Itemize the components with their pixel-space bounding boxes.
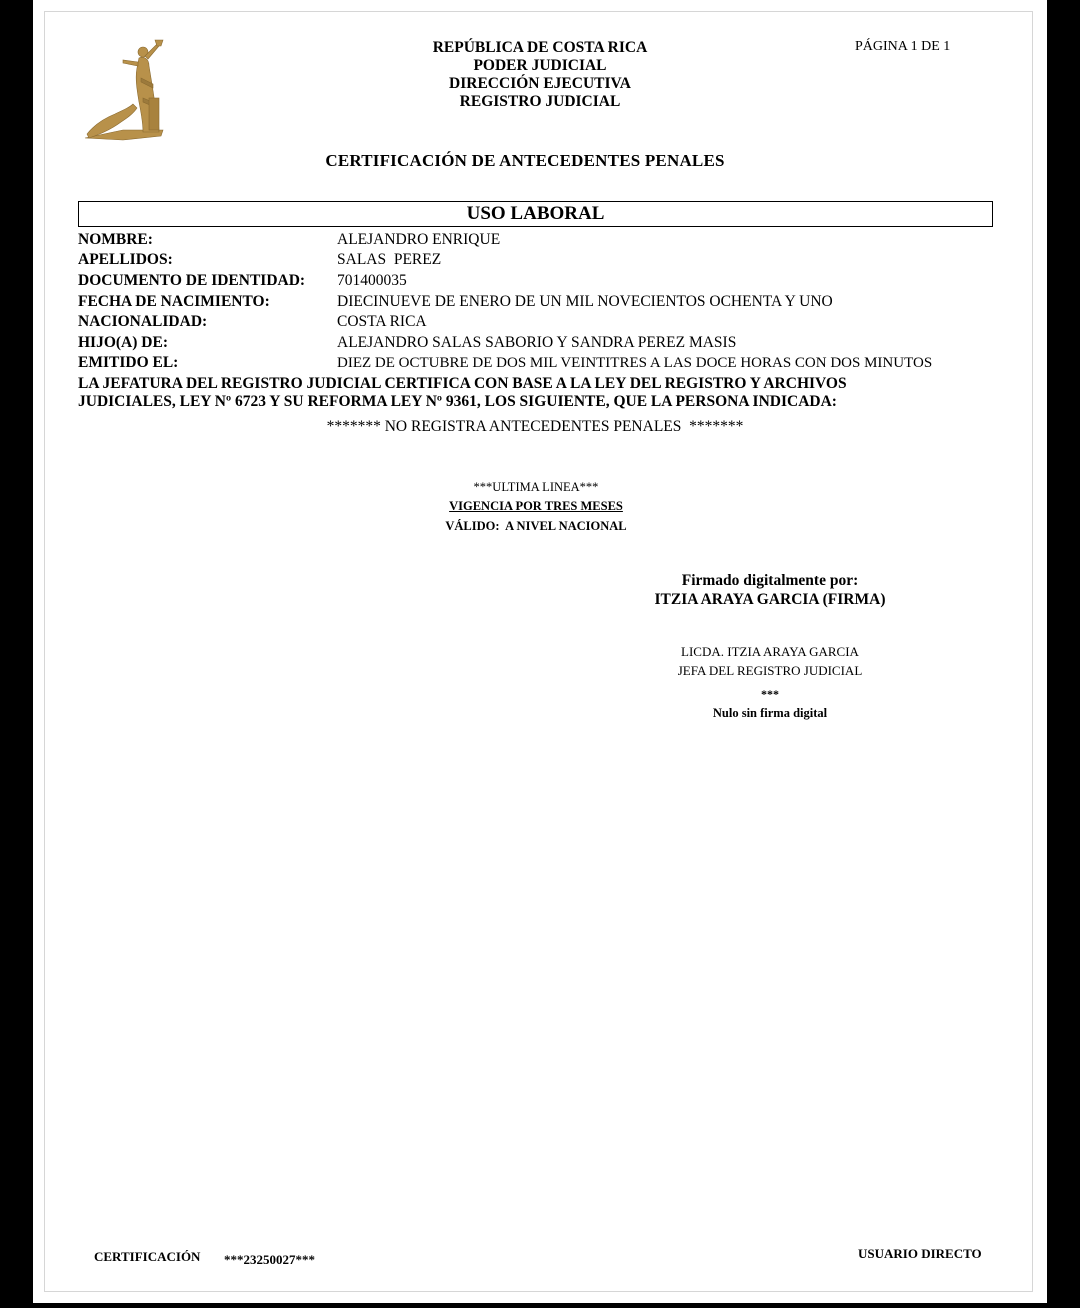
field-label: FECHA DE NACIMIENTO: [78,293,270,310]
field-label: EMITIDO EL: [78,354,179,371]
footer-user-type: USUARIO DIRECTO [858,1246,982,1261]
field-value: DIEZ DE OCTUBRE DE DOS MIL VEINTITRES A LAS DOCE HORAS CON DOS MINUTOS [337,355,933,371]
legal-text-line-2: JUDICIALES, LEY Nº 6723 Y SU REFORMA LEY Nº 9361, LOS SIGUIENTE, QUE LA PERSONA INDICADA: [78,393,837,410]
header-judicial-power: PODER JUDICIAL [473,57,607,74]
field-row-issued-on [78,353,1008,373]
signer-name: LICDA. ITZIA ARAYA GARCIA [681,644,859,659]
field-label: NOMBRE: [78,231,153,248]
field-value: ALEJANDRO ENRIQUE [337,231,501,248]
validity-scope: VÁLIDO: A NIVEL NACIONAL [445,519,627,533]
field-row-nationality [78,312,1008,332]
legal-text-line-1: LA JEFATURA DEL REGISTRO JUDICIAL CERTIFICA CON BASE A LA LEY DEL REGISTRO Y ARCHIVOS [78,375,847,392]
header-republic: REPÚBLICA DE COSTA RICA [432,39,648,56]
no-record-result: ******* NO REGISTRA ANTECEDENTES PENALES ******* [326,418,744,435]
field-row-name [78,230,1008,250]
certificate-title: CERTIFICACIÓN DE ANTECEDENTES PENALES [325,151,725,170]
field-row-surnames [78,250,1008,270]
field-row-birth-date [78,292,1008,312]
field-label: DOCUMENTO DE IDENTIDAD: [78,272,306,289]
field-value: DIECINUEVE DE ENERO DE UN MIL NOVECIENTOS OCHENTA Y UNO [337,293,833,310]
field-value: 701400035 [337,272,407,289]
field-label: NACIONALIDAD: [78,313,208,330]
field-value: SALAS PEREZ [337,251,442,268]
field-label: HIJO(A) DE: [78,334,168,351]
null-without-signature-note: Nulo sin firma digital [712,706,828,720]
footer-cert-number: ***23250027*** [224,1252,315,1267]
last-line-marker: ***ULTIMA LINEA*** [473,480,599,494]
validity-period: VIGENCIA POR TRES MESES [449,499,623,513]
header-judicial-registry: REGISTRO JUDICIAL [459,93,621,110]
page-number: PÁGINA 1 DE 1 [855,39,951,54]
signed-by-label: Firmado digitalmente por: [681,572,859,589]
field-label: APELLIDOS: [78,251,173,268]
signer-position: JEFA DEL REGISTRO JUDICIAL [677,663,863,678]
signature-stars: *** [761,687,779,701]
header-executive-direction: DIRECCIÓN EJECUTIVA [449,75,631,92]
field-row-id-document [78,271,1008,291]
certificate-page [33,0,1047,1303]
footer-cert-label: CERTIFICACIÓN [94,1249,201,1264]
field-value: COSTA RICA [337,313,427,330]
digital-signer: ITZIA ARAYA GARCIA (FIRMA) [654,591,886,608]
usage-box: USO LABORAL [78,201,993,227]
field-value: ALEJANDRO SALAS SABORIO Y SANDRA PEREZ MASIS [337,334,737,351]
field-row-parents [78,333,1008,353]
